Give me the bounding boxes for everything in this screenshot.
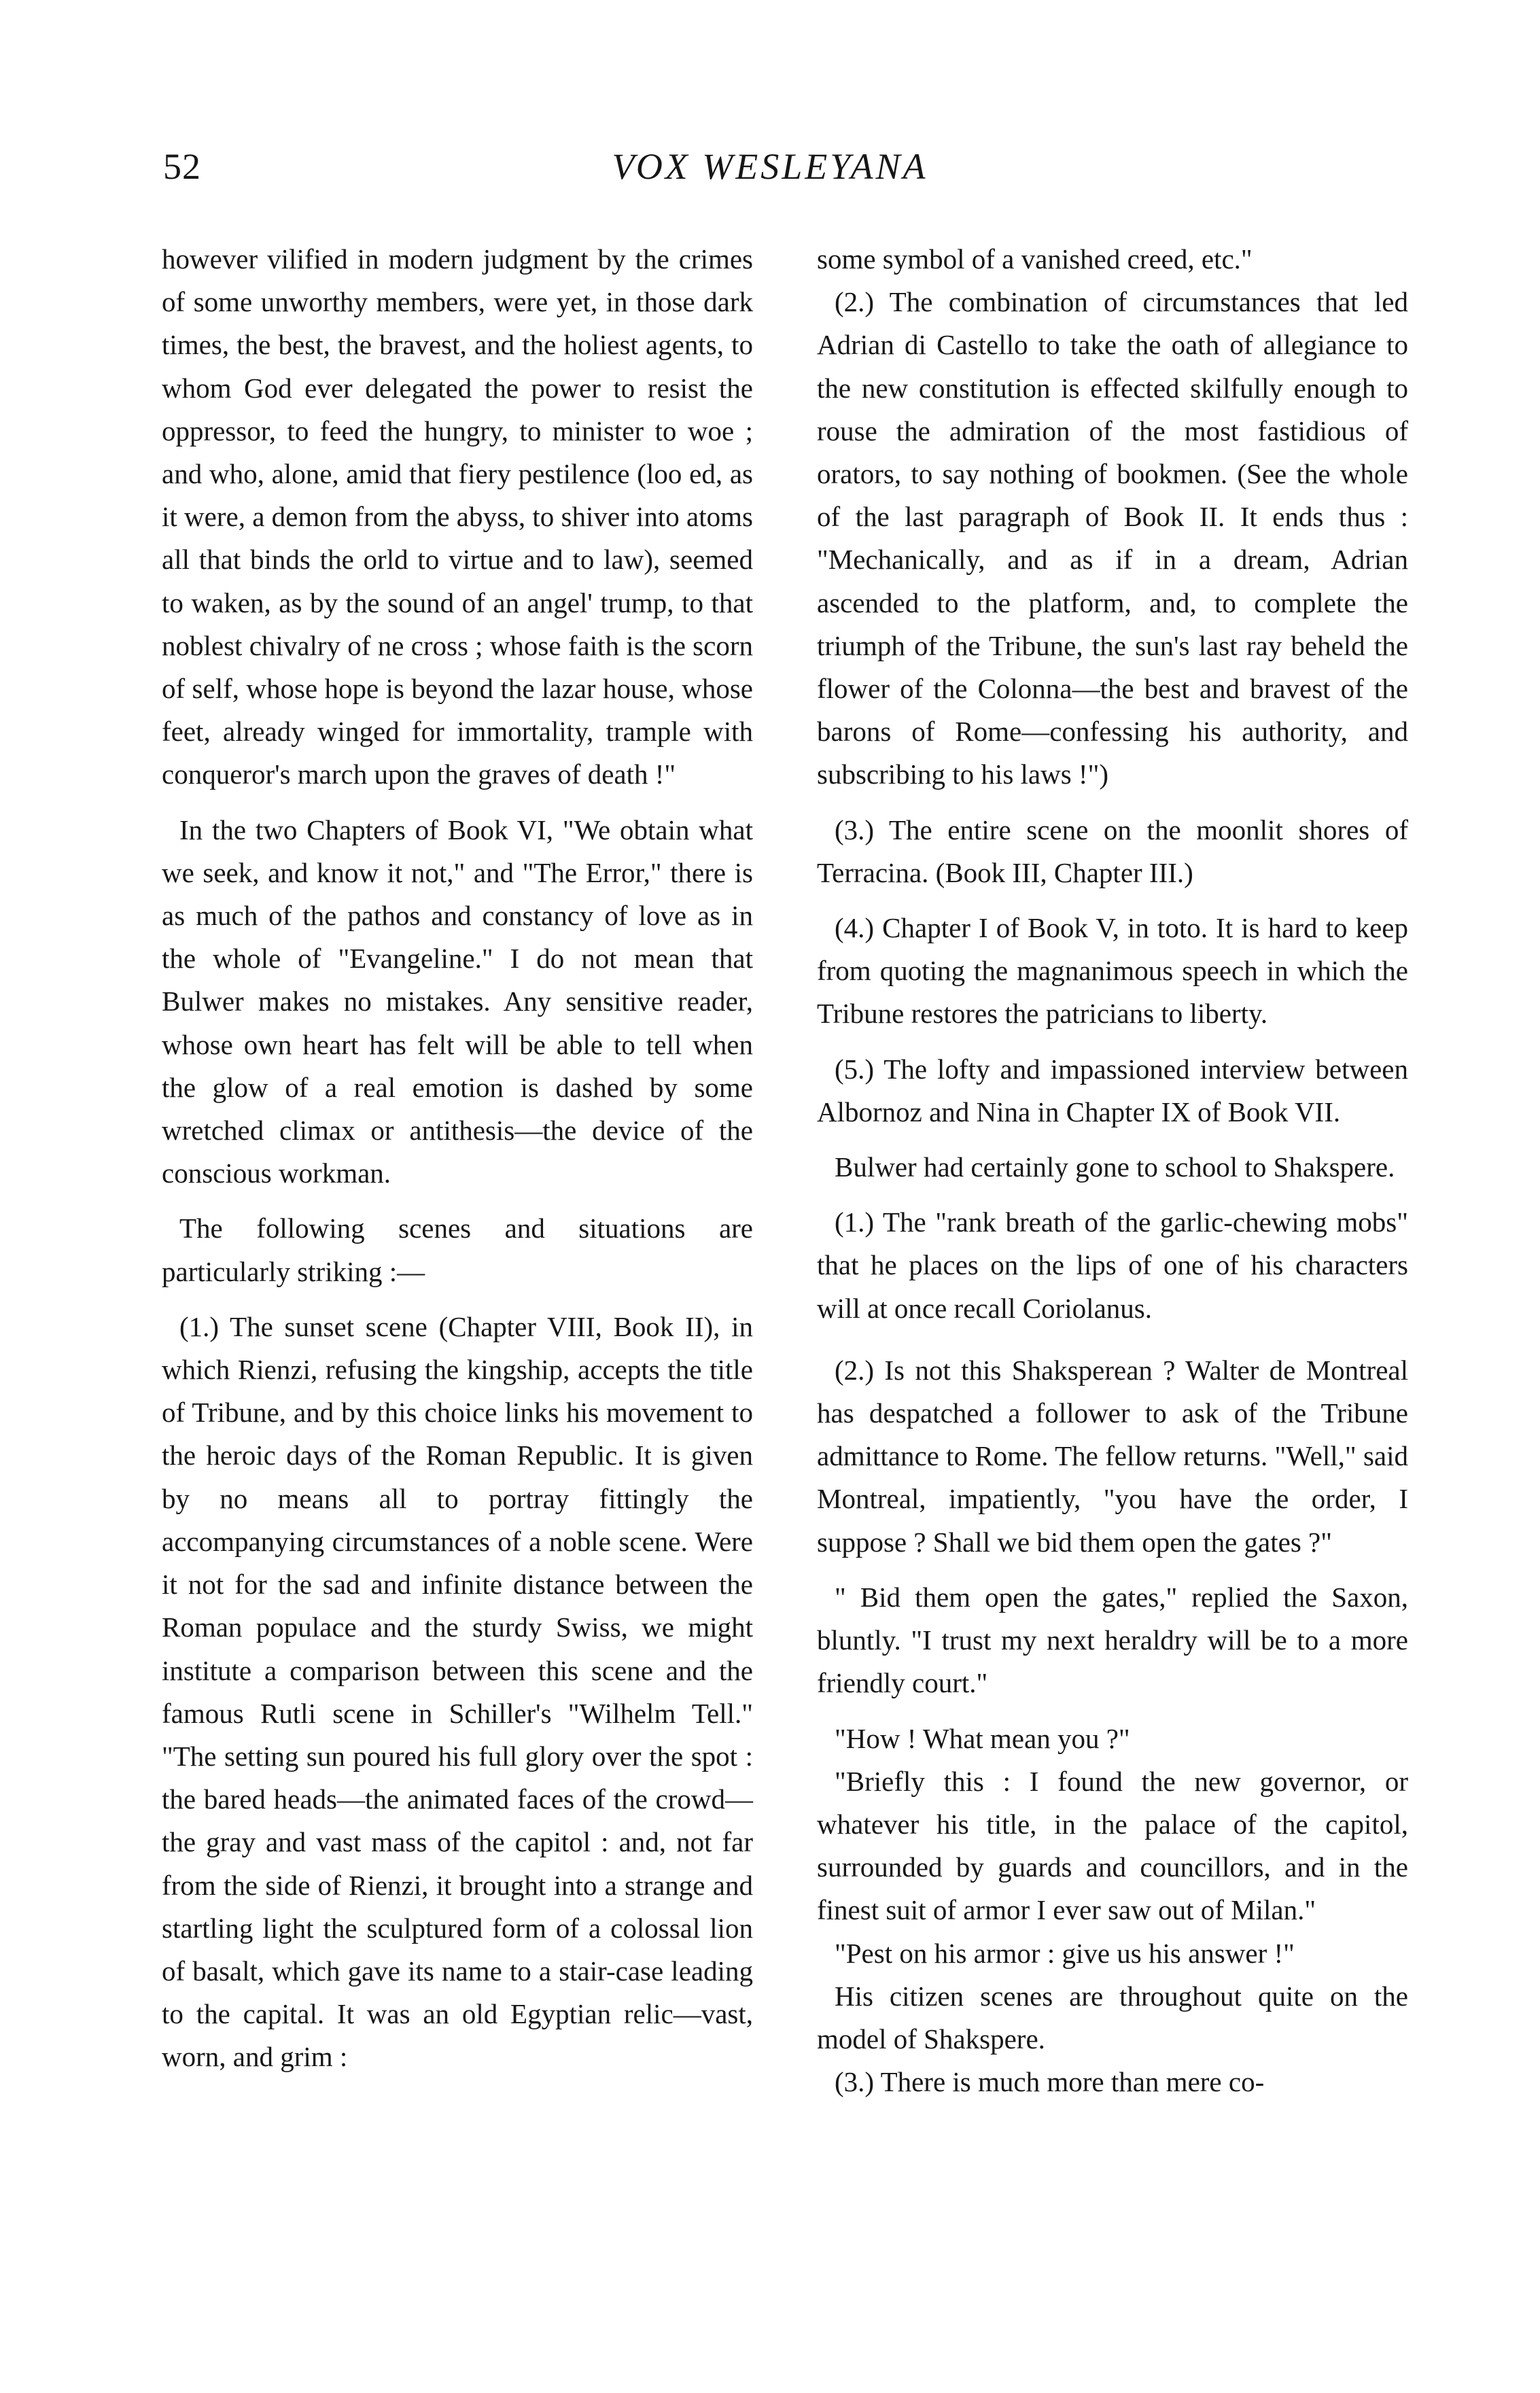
paragraph: (4.) Chapter I of Book V, in toto. It is hard to keep from quoting the magnanimous speech in which the Tribune restores the patricians to liberty.: [817, 912, 1408, 1030]
paragraph: "How ! What mean you ?": [835, 1722, 1130, 1754]
paragraph: Bulwer had certainly gone to school to Shakspere.: [835, 1151, 1395, 1183]
paragraph: (3.) The entire scene on the moonlit shores of Terracina. (Book III, Chapter III.): [817, 814, 1408, 888]
paragraph: "Pest on his armor : give us his answer !": [835, 1937, 1295, 1969]
paragraph: The following scenes and situations are particularly striking :—: [162, 1212, 753, 1287]
paragraph: (5.) The lofty and impassioned interview between Albornoz and Nina in Chapter IX of Book VII.: [817, 1053, 1408, 1128]
paragraph: His citizen scenes are throughout quite on the model of Shakspere.: [817, 1980, 1408, 2055]
paragraph: however vilified in modern judgment by the crimes of some unworthy members, were yet, in those dark times, the best, the bravest, and the holiest agents, to whom God ever delegated the power to resist the oppressor, to feed the hungry, to minister to woe ; and who, alone, amid that fiery pestilence (loo ed, as it were, a demon from the abyss, to shiver into atoms all that binds the orld to virtue and to law), seemed to waken, as by the sound of an angel' trump, to that noblest chivalry of ne cross ; whose faith is the scorn of self, whose hope is beyond the lazar house, whose feet, already winged for immortality, trample with conqueror's march upon the graves of death !": [162, 243, 753, 790]
paragraph: (2.) The combination of circumstances that led Adrian di Castello to take the oath of allegiance to the new constitution is effected skilfully enough to rouse the admiration of the most fastidious of orators, to say nothing of bookmen. (See the whole of the last paragraph of Book II. It ends thus : "Mechanically, and as if in a dream, Adrian ascended to the platform, and, to complete the triumph of the Tribune, the sun's last ray beheld the flower of the Colonna—the best and bravest of the barons of Rome—confessing his authority, and subscribing to his laws !"): [817, 286, 1408, 790]
page-number: 52: [163, 146, 201, 187]
paragraph: "Briefly this : I found the new governor, or whatever his title, in the palace of the capitol, surrounded by guards and councillors, and in the finest suit of armor I ever saw out of Milan.": [817, 1765, 1408, 1926]
paragraph: In the two Chapters of Book VI, "We obtain what we seek, and know it not," and "The Error," there is as much of the pathos and constancy of love as in the whole of "Evangeline." I do not mean that Bulwer makes no mistakes. Any sensitive reader, whose own heart has felt will be able to tell when the glow of a real emotion is dashed by some wretched climax or antithesis—the device of the conscious workman.: [162, 814, 753, 1189]
left-column: [162, 238, 753, 2079]
paragraph: (2.) Is not this Shaksperean ? Walter de Montreal has despatched a follower to ask of the Tribune admittance to Rome. The fellow returns. "Well," said Montreal, impatiently, "you have the order, I suppose ? Shall we bid them open the gates ?": [817, 1354, 1408, 1558]
running-title: VOX WESLEYANA: [612, 146, 928, 187]
paragraph: some symbol of a vanished creed, etc.": [817, 243, 1253, 275]
paragraph: (1.) The sunset scene (Chapter VIII, Book II), in which Rienzi, refusing the kingship, accepts the title of Tribune, and by this choice links his movement to the heroic days of the Roman Republic. It is given by no means all to portray fittingly the accompanying circumstances of a noble scene. Were it not for the sad and infinite distance between the Roman populace and the sturdy Swiss, we might institute a comparison between this scene and the famous Rutli scene in Schiller's "Wilhelm Tell." "The setting sun poured his full glory over the spot : the bared heads—the animated faces of the crowd—the gray and vast mass of the capitol : and, not far from the side of Rienzi, it brought into a strange and startling light the sculptured form of a colossal lion of basalt, which gave its name to a stair-case leading to the capital. It was an old Egyptian relic—vast, worn, and grim :: [162, 1310, 753, 2073]
paragraph: " Bid them open the gates," replied the Saxon, bluntly. "I trust my next heraldry will be to a more friendly court.": [817, 1581, 1408, 1699]
paragraph: (1.) The "rank breath of the garlic-chewing mobs" that he places on the lips of one of his characters will at once recall Coriolanus.: [817, 1206, 1408, 1324]
paragraph: (3.) There is much more than mere co-: [835, 2066, 1265, 2098]
right-column: [817, 238, 1408, 2103]
